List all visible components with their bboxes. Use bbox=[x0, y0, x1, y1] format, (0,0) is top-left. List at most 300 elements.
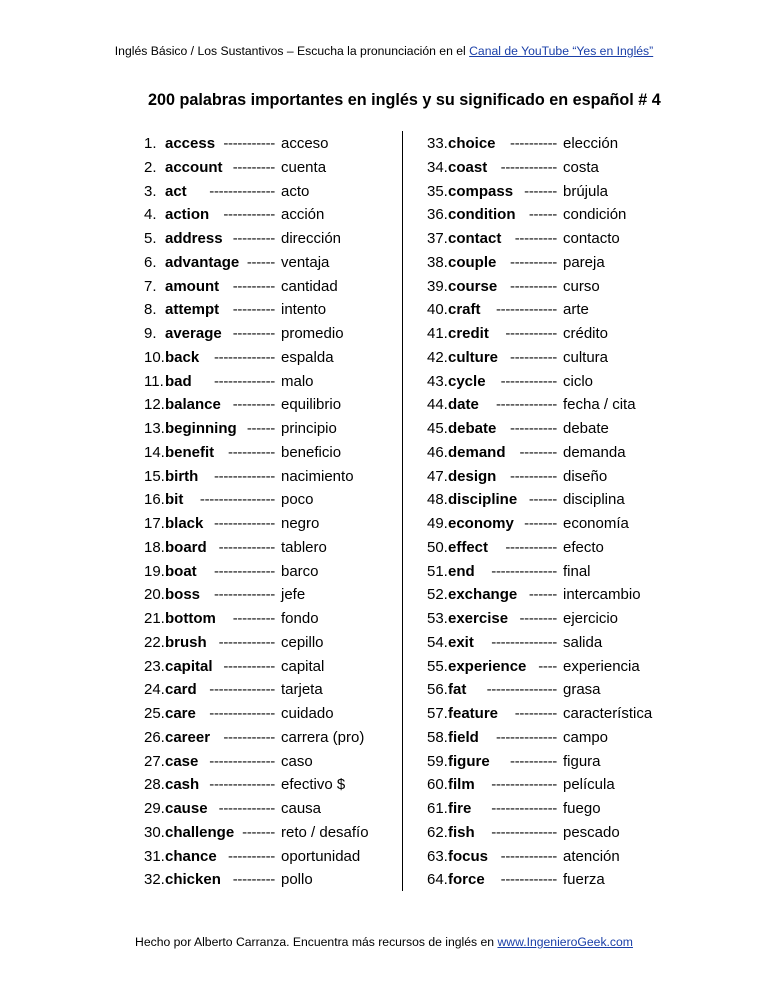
item-number: 26. bbox=[144, 728, 165, 746]
entry-term bbox=[144, 251, 281, 275]
dash-separator: ------ bbox=[246, 253, 275, 271]
item-number: 57. bbox=[427, 705, 448, 722]
spanish-translation: final bbox=[563, 562, 591, 580]
dash-separator: ------------ bbox=[500, 372, 557, 390]
spanish-translation: disciplina bbox=[563, 491, 625, 509]
dash-separator: -------- bbox=[519, 443, 557, 461]
english-word: bad bbox=[165, 372, 192, 390]
item-number: 10. bbox=[144, 348, 165, 366]
entry-term bbox=[427, 845, 563, 869]
english-word: brush bbox=[165, 633, 207, 651]
spanish-translation: espalda bbox=[281, 348, 334, 366]
item-number: 16. bbox=[144, 491, 165, 509]
spanish-translation: dirección bbox=[281, 230, 342, 247]
spanish-translation: cantidad bbox=[281, 277, 338, 295]
youtube-channel-link[interactable]: Canal de YouTube “Yes en Inglés” bbox=[469, 44, 654, 58]
entry-term bbox=[144, 536, 281, 560]
item-number: 25. bbox=[144, 705, 165, 722]
list-item bbox=[144, 441, 408, 465]
english-word: black bbox=[165, 515, 204, 532]
item-number: 30. bbox=[144, 823, 165, 841]
item-number: 58. bbox=[427, 728, 448, 746]
dash-separator: -------------- bbox=[209, 182, 275, 200]
spanish-translation: cultura bbox=[563, 348, 609, 366]
entry-term bbox=[144, 678, 281, 702]
item-number: 1. bbox=[144, 135, 157, 152]
dash-separator: --------- bbox=[232, 871, 275, 889]
item-number: 52. bbox=[427, 586, 448, 604]
entry-term bbox=[427, 607, 563, 631]
entry-term bbox=[144, 821, 281, 845]
entry-term bbox=[427, 750, 563, 774]
english-word: couple bbox=[448, 253, 497, 271]
spanish-translation: pescado bbox=[563, 823, 620, 841]
dash-separator: ----------- bbox=[505, 538, 557, 556]
dash-separator: ------------- bbox=[213, 515, 275, 532]
entry-term bbox=[144, 488, 281, 512]
dash-separator: -------------- bbox=[491, 800, 557, 817]
list-item bbox=[427, 797, 717, 821]
entry-term bbox=[144, 417, 281, 441]
english-word: compass bbox=[448, 182, 514, 200]
header-text: Inglés Básico / Los Sustantivos – Escucha la pronunciación en el bbox=[114, 44, 470, 58]
english-word: access bbox=[165, 135, 216, 152]
spanish-translation: demanda bbox=[563, 443, 626, 461]
list-item bbox=[144, 417, 408, 441]
list-item bbox=[427, 346, 717, 370]
entry-term bbox=[144, 583, 281, 607]
spanish-translation: tarjeta bbox=[281, 681, 323, 699]
dash-separator: ---------- bbox=[510, 467, 557, 485]
spanish-translation: malo bbox=[281, 372, 314, 390]
list-item bbox=[427, 583, 717, 607]
english-word: cause bbox=[165, 800, 208, 817]
list-item bbox=[144, 346, 408, 370]
list-item bbox=[144, 512, 408, 536]
item-number: 14. bbox=[144, 443, 165, 461]
spanish-translation: jefe bbox=[281, 586, 306, 604]
item-number: 48. bbox=[427, 491, 448, 509]
entry-term bbox=[427, 797, 563, 821]
list-item bbox=[144, 536, 408, 560]
item-number: 34. bbox=[427, 158, 448, 176]
spanish-translation: fuego bbox=[563, 800, 601, 817]
item-number: 43. bbox=[427, 372, 448, 390]
list-item bbox=[427, 702, 717, 726]
list-item bbox=[144, 845, 408, 869]
list-item bbox=[144, 488, 408, 512]
entry-term bbox=[427, 227, 563, 251]
spanish-translation: campo bbox=[563, 728, 609, 746]
list-item bbox=[144, 631, 408, 655]
spanish-translation: figura bbox=[563, 752, 601, 770]
dash-separator: ---------- bbox=[228, 443, 275, 461]
item-number: 45. bbox=[427, 420, 448, 437]
english-word: exercise bbox=[448, 610, 509, 627]
spanish-translation: cuenta bbox=[281, 158, 327, 176]
list-item bbox=[427, 441, 717, 465]
item-number: 22. bbox=[144, 633, 165, 651]
spanish-translation: crédito bbox=[563, 325, 609, 342]
item-number: 33. bbox=[427, 135, 448, 152]
english-word: boat bbox=[165, 562, 197, 580]
list-item bbox=[427, 417, 717, 441]
entry-term bbox=[144, 180, 281, 204]
spanish-translation: efectivo $ bbox=[281, 776, 346, 794]
footer-text: Hecho por Alberto Carranza. Encuentra más recursos de inglés en bbox=[135, 935, 498, 949]
entry-term bbox=[427, 821, 563, 845]
entry-term bbox=[427, 417, 563, 441]
dash-separator: --------- bbox=[232, 158, 275, 176]
dash-separator: -------- bbox=[519, 610, 557, 627]
english-word: date bbox=[448, 396, 479, 414]
dash-separator: ------------- bbox=[213, 348, 275, 366]
list-item bbox=[144, 465, 408, 489]
entry-term bbox=[144, 797, 281, 821]
dash-separator: ---------- bbox=[510, 752, 557, 770]
item-number: 13. bbox=[144, 420, 165, 437]
spanish-translation: experiencia bbox=[563, 657, 640, 675]
spanish-translation: diseño bbox=[563, 467, 608, 485]
list-item bbox=[144, 132, 408, 156]
dash-separator: ------------- bbox=[213, 586, 275, 604]
item-number: 62. bbox=[427, 823, 448, 841]
english-word: film bbox=[448, 776, 475, 794]
spanish-translation: ciclo bbox=[563, 372, 594, 390]
dash-separator: ---------- bbox=[228, 847, 275, 865]
item-number: 12. bbox=[144, 396, 165, 414]
english-word: choice bbox=[448, 135, 496, 152]
entry-term bbox=[144, 370, 281, 394]
list-item bbox=[427, 868, 717, 892]
english-word: condition bbox=[448, 206, 516, 224]
dash-separator: ------------ bbox=[500, 871, 557, 889]
vocabulary-column-right bbox=[427, 132, 717, 892]
english-word: care bbox=[165, 705, 196, 722]
list-item bbox=[144, 298, 408, 322]
english-word: craft bbox=[448, 301, 481, 319]
english-word: address bbox=[165, 230, 223, 247]
dash-separator: -------------- bbox=[209, 752, 275, 770]
spanish-translation: causa bbox=[281, 800, 322, 817]
list-item bbox=[144, 797, 408, 821]
english-word: end bbox=[448, 562, 475, 580]
list-item bbox=[144, 560, 408, 584]
spanish-translation: capital bbox=[281, 657, 325, 675]
dash-separator: ----------- bbox=[223, 728, 275, 746]
item-number: 5. bbox=[144, 230, 157, 247]
dash-separator: ------ bbox=[528, 491, 557, 509]
dash-separator: ------------- bbox=[495, 728, 557, 746]
dash-separator: --------- bbox=[232, 230, 275, 247]
entry-term bbox=[144, 346, 281, 370]
item-number: 27. bbox=[144, 752, 165, 770]
page-header bbox=[0, 44, 768, 58]
list-item bbox=[427, 631, 717, 655]
english-word: coast bbox=[448, 158, 488, 176]
dash-separator: ------------ bbox=[218, 800, 275, 817]
english-word: economy bbox=[448, 515, 514, 532]
dash-separator: ---------- bbox=[510, 135, 557, 152]
spanish-translation: acto bbox=[281, 182, 310, 200]
english-word: average bbox=[165, 325, 222, 342]
list-item bbox=[427, 203, 717, 227]
item-number: 42. bbox=[427, 348, 448, 366]
dash-separator: -------------- bbox=[209, 681, 275, 699]
dash-separator: ------------- bbox=[495, 301, 557, 319]
item-number: 54. bbox=[427, 633, 448, 651]
entry-term bbox=[427, 251, 563, 275]
english-word: design bbox=[448, 467, 497, 485]
entry-term bbox=[144, 512, 281, 536]
entry-term bbox=[427, 370, 563, 394]
list-item bbox=[427, 821, 717, 845]
list-item bbox=[427, 560, 717, 584]
english-word: benefit bbox=[165, 443, 215, 461]
dash-separator: ---- bbox=[538, 657, 557, 675]
list-item bbox=[427, 512, 717, 536]
entry-term bbox=[427, 203, 563, 227]
item-number: 36. bbox=[427, 206, 448, 224]
list-item bbox=[427, 536, 717, 560]
entry-term bbox=[427, 631, 563, 655]
entry-term bbox=[427, 132, 563, 156]
spanish-translation: característica bbox=[563, 705, 653, 722]
item-number: 29. bbox=[144, 800, 165, 817]
list-item bbox=[144, 583, 408, 607]
item-number: 38. bbox=[427, 253, 448, 271]
english-word: chance bbox=[165, 847, 217, 865]
entry-term bbox=[427, 536, 563, 560]
item-number: 35. bbox=[427, 182, 448, 200]
entry-term bbox=[427, 655, 563, 679]
english-word: amount bbox=[165, 277, 220, 295]
english-word: career bbox=[165, 728, 211, 746]
dash-separator: -------------- bbox=[491, 776, 557, 794]
entry-term bbox=[144, 156, 281, 180]
list-item bbox=[427, 132, 717, 156]
dash-separator: ------------ bbox=[500, 847, 557, 865]
list-item bbox=[427, 251, 717, 275]
entry-term bbox=[427, 868, 563, 892]
entry-term bbox=[144, 607, 281, 631]
item-number: 39. bbox=[427, 277, 448, 295]
english-word: debate bbox=[448, 420, 497, 437]
english-word: course bbox=[448, 277, 498, 295]
spanish-translation: efecto bbox=[563, 538, 604, 556]
english-word: chicken bbox=[165, 871, 221, 889]
english-word: feature bbox=[448, 705, 499, 722]
spanish-translation: fuerza bbox=[563, 871, 605, 889]
spanish-translation: caso bbox=[281, 752, 313, 770]
item-number: 64. bbox=[427, 871, 448, 889]
english-word: culture bbox=[448, 348, 499, 366]
english-word: account bbox=[165, 158, 223, 176]
entry-term bbox=[427, 465, 563, 489]
list-item bbox=[144, 726, 408, 750]
dash-separator: ----------- bbox=[223, 657, 275, 675]
english-word: field bbox=[448, 728, 479, 746]
list-item bbox=[144, 678, 408, 702]
item-number: 11. bbox=[144, 372, 164, 390]
english-word: discipline bbox=[448, 491, 518, 509]
entry-term bbox=[144, 702, 281, 726]
spanish-translation: negro bbox=[281, 515, 320, 532]
dash-separator: ---------------- bbox=[199, 491, 275, 509]
list-item bbox=[427, 607, 717, 631]
item-number: 61. bbox=[427, 800, 448, 817]
spanish-translation: cepillo bbox=[281, 633, 324, 651]
entry-term bbox=[427, 678, 563, 702]
english-word: demand bbox=[448, 443, 506, 461]
spanish-translation: brújula bbox=[563, 182, 609, 200]
english-word: balance bbox=[165, 396, 221, 414]
english-word: fire bbox=[448, 800, 472, 817]
vocabulary-column-left bbox=[144, 132, 408, 892]
list-item bbox=[144, 180, 408, 204]
list-item bbox=[427, 393, 717, 417]
spanish-translation: acceso bbox=[281, 135, 329, 152]
item-number: 6. bbox=[144, 253, 157, 271]
entry-term bbox=[144, 465, 281, 489]
list-item bbox=[144, 655, 408, 679]
dash-separator: ------ bbox=[528, 586, 557, 604]
spanish-translation: elección bbox=[563, 135, 619, 152]
list-item bbox=[144, 156, 408, 180]
page-title: 200 palabras importantes en inglés y su significado en español # 4 bbox=[148, 91, 661, 109]
item-number: 55. bbox=[427, 657, 448, 675]
english-word: boss bbox=[165, 586, 201, 604]
item-number: 47. bbox=[427, 467, 448, 485]
list-item bbox=[144, 275, 408, 299]
item-number: 21. bbox=[144, 610, 165, 627]
english-word: exchange bbox=[448, 586, 518, 604]
dash-separator: ------------- bbox=[213, 562, 275, 580]
english-word: back bbox=[165, 348, 200, 366]
ingenierogeek-link[interactable]: www.IngenieroGeek.com bbox=[497, 935, 633, 949]
spanish-translation: película bbox=[563, 776, 615, 794]
list-item bbox=[144, 322, 408, 346]
entry-term bbox=[144, 275, 281, 299]
list-item bbox=[144, 370, 408, 394]
item-number: 24. bbox=[144, 681, 165, 699]
spanish-translation: economía bbox=[563, 515, 629, 532]
english-word: attempt bbox=[165, 301, 220, 319]
item-number: 32. bbox=[144, 871, 165, 889]
entry-term bbox=[427, 512, 563, 536]
english-word: focus bbox=[448, 847, 489, 865]
entry-term bbox=[144, 441, 281, 465]
english-word: experience bbox=[448, 657, 527, 675]
list-item bbox=[427, 227, 717, 251]
spanish-translation: carrera (pro) bbox=[281, 728, 365, 746]
english-word: figure bbox=[448, 752, 490, 770]
dash-separator: ------ bbox=[528, 206, 557, 224]
entry-term bbox=[144, 298, 281, 322]
entry-term bbox=[427, 156, 563, 180]
spanish-translation: cuidado bbox=[281, 705, 334, 722]
spanish-translation: poco bbox=[281, 491, 314, 509]
english-word: board bbox=[165, 538, 207, 556]
spanish-translation: promedio bbox=[281, 325, 344, 342]
spanish-translation: condición bbox=[563, 206, 627, 224]
spanish-translation: atención bbox=[563, 847, 620, 865]
item-number: 37. bbox=[427, 230, 448, 247]
item-number: 31. bbox=[144, 847, 165, 865]
english-word: effect bbox=[448, 538, 489, 556]
spanish-translation: ventaja bbox=[281, 253, 330, 271]
entry-term bbox=[144, 560, 281, 584]
dash-separator: ---------- bbox=[510, 277, 557, 295]
item-number: 17. bbox=[144, 515, 165, 532]
list-item bbox=[144, 773, 408, 797]
dash-separator: --------- bbox=[232, 610, 275, 627]
entry-term bbox=[144, 750, 281, 774]
dash-separator: ------ bbox=[246, 420, 275, 437]
dash-separator: ------------- bbox=[213, 372, 275, 390]
english-word: bottom bbox=[165, 610, 216, 627]
spanish-translation: pollo bbox=[281, 871, 313, 889]
english-word: challenge bbox=[165, 823, 235, 841]
entry-term bbox=[427, 488, 563, 512]
english-word: credit bbox=[448, 325, 489, 342]
spanish-translation: contacto bbox=[563, 230, 620, 247]
dash-separator: ------------- bbox=[495, 396, 557, 414]
list-item bbox=[427, 275, 717, 299]
spanish-translation: arte bbox=[563, 301, 589, 319]
entry-term bbox=[144, 655, 281, 679]
dash-separator: -------------- bbox=[491, 633, 557, 651]
dash-separator: ---------- bbox=[510, 420, 557, 437]
dash-separator: -------------- bbox=[209, 705, 275, 722]
item-number: 4. bbox=[144, 206, 157, 224]
entry-term bbox=[427, 180, 563, 204]
item-number: 56. bbox=[427, 681, 448, 699]
item-number: 2. bbox=[144, 158, 157, 176]
item-number: 3. bbox=[144, 182, 157, 200]
page-footer bbox=[0, 935, 768, 949]
list-item bbox=[427, 750, 717, 774]
item-number: 44. bbox=[427, 396, 448, 414]
entry-term bbox=[427, 560, 563, 584]
dash-separator: --------- bbox=[232, 301, 275, 319]
item-number: 9. bbox=[144, 325, 157, 342]
entry-term bbox=[427, 393, 563, 417]
dash-separator: ---------- bbox=[510, 348, 557, 366]
spanish-translation: fecha / cita bbox=[563, 396, 636, 414]
list-item bbox=[144, 702, 408, 726]
english-word: beginning bbox=[165, 420, 237, 437]
spanish-translation: ejercicio bbox=[563, 610, 619, 627]
spanish-translation: intercambio bbox=[563, 586, 641, 604]
column-divider bbox=[402, 131, 403, 891]
spanish-translation: principio bbox=[281, 420, 337, 437]
english-word: case bbox=[165, 752, 199, 770]
entry-term bbox=[144, 845, 281, 869]
spanish-translation: nacimiento bbox=[281, 467, 354, 485]
entry-term bbox=[144, 773, 281, 797]
dash-separator: ------- bbox=[524, 182, 557, 200]
spanish-translation: equilibrio bbox=[281, 396, 342, 414]
entry-term bbox=[427, 346, 563, 370]
spanish-translation: oportunidad bbox=[281, 847, 361, 865]
list-item bbox=[144, 750, 408, 774]
list-item bbox=[427, 298, 717, 322]
spanish-translation: debate bbox=[563, 420, 609, 437]
dash-separator: ------------ bbox=[500, 158, 557, 176]
item-number: 19. bbox=[144, 562, 165, 580]
spanish-translation: reto / desafío bbox=[281, 823, 369, 841]
